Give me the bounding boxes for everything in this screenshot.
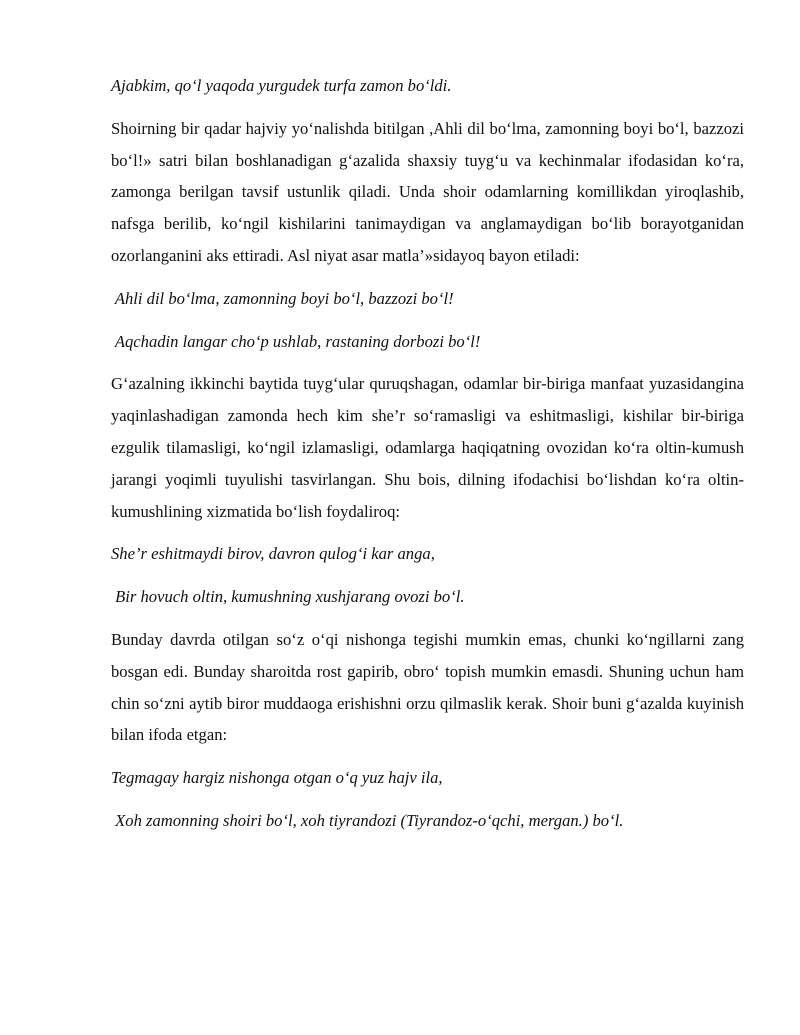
verse-line: She’r eshitmaydi birov, davron qulog‘i kar anga,: [111, 544, 435, 564]
spacer: [111, 613, 744, 624]
paragraph: G‘azalning ikkinchi baytida tuyg‘ular quruqshagan, odamlar bir-biriga manfaat yuzasidangina yaqinlashadigan zamonda hech kim she’r so‘ramasligi va eshitmasligi, kishilar bir-biriga ezgulik tilamasligi, ko‘ngil izlamasligi, odamlarga haqiqatning ovozidan ko‘ra oltin-kumush jarangi yoqimli tuyulishi tasvirlangan. Shu bois, dilning ifodachisi bo‘lishdan ko‘ra oltin-kumushlining xizmatida bo‘lish foydaliroq:: [111, 374, 744, 521]
paragraph: Bunday davrda otilgan so‘z o‘qi nishonga tegishi mumkin emas, chunki ko‘ngillarni zang bosgan edi. Bunday sharoitda rost gapirib, obro‘ topish mumkin emasdi. Shuning uchun ham chin so‘zni aytib biror muddaoga erishishni orzu qilmaslik kerak. Shoir buni g‘azalda kuyinish bilan ifoda etgan:: [111, 629, 744, 745]
spacer: [111, 272, 744, 283]
verse-line: Bir hovuch oltin, kumushning xushjarang ovozi bo‘l.: [111, 587, 465, 607]
spacer: [111, 751, 744, 762]
verse-line: Ahli dil bo‘lma, zamonning boyi bo‘l, bazzozi bo‘l!: [111, 288, 454, 308]
spacer: [111, 102, 744, 113]
verse-line: Tegmagay hargiz nishonga otgan o‘q yuz hajv ila,: [111, 768, 443, 788]
verse-line: Xoh zamonning shoiri bo‘l, xoh tiyrandozi (Tiyrandoz-o‘qchi, mergan.) bo‘l.: [111, 810, 624, 830]
spacer: [111, 315, 744, 326]
spacer: [111, 357, 744, 368]
spacer: [111, 527, 744, 538]
spacer: [111, 794, 744, 805]
spacer: [111, 570, 744, 581]
paragraph: Shoirning bir qadar hajviy yo‘nalishda bitilgan ,Ahli dil bo‘lma, zamonning boyi bo‘l, bazzozi bo‘l!» satri bilan boshlanadigan g‘azalida shaxsiy tuyg‘u va kechinmalar ifodasidan ko‘ra, zamonga berilgan tavsif ustunlik qiladi. Unda shoir odamlarning komillikdan yiroqlashib, nafsga berilib, ko‘ngil kishilarini tanimaydigan va anglamaydigan bo‘lib borayotganidan ozorlanganini aks ettiradi. Asl niyat asar matla’»sidayoq bayon etiladi:: [111, 118, 744, 265]
verse-line: Ajabkim, qo‘l yaqoda yurgudek turfa zamon bo‘ldi.: [111, 76, 452, 95]
document-page: [111, 70, 744, 837]
verse-line: Aqchadin langar cho‘p ushlab, rastaning dorbozi bo‘l!: [111, 331, 481, 351]
